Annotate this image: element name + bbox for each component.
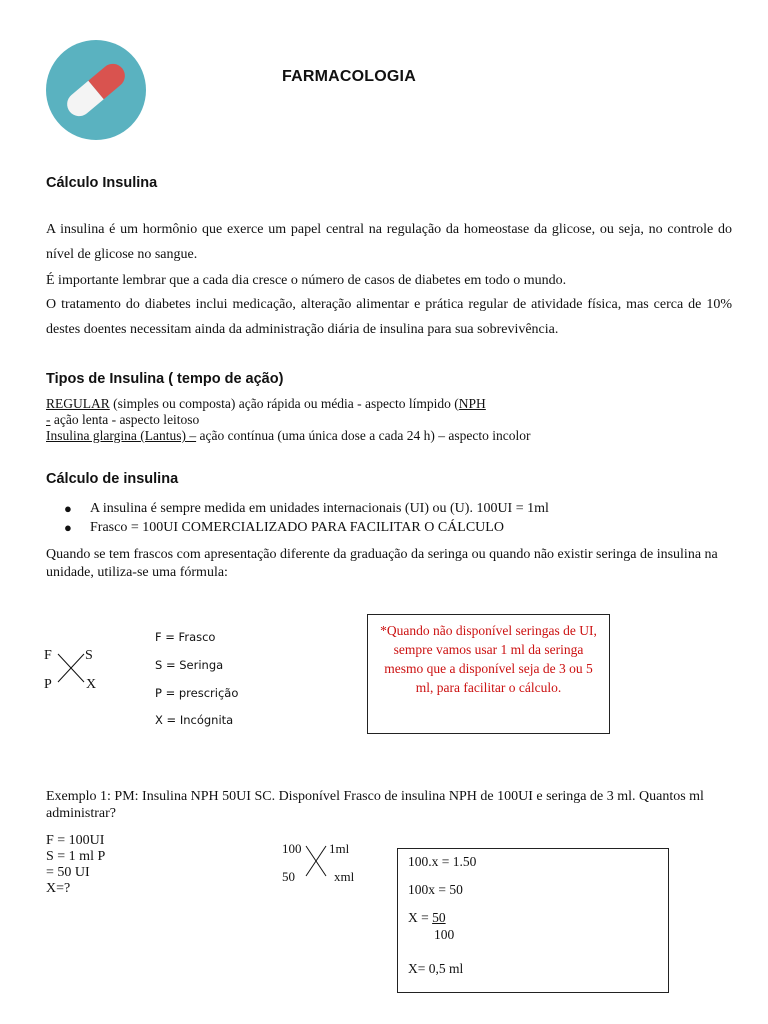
bullet-text: Frasco = 100UI COMERCIALIZADO PARA FACILITAR O CÁLCULO: [90, 520, 504, 535]
example-cross-diagram: [282, 840, 372, 890]
regular-text: (simples ou composta) ação rápida ou média - aspecto límpido (: [109, 396, 459, 411]
nph-dash: -: [46, 412, 51, 427]
bullet-text: A insulina é sempre medida em unidades internacionais (UI) ou (U). 100UI = 1ml: [90, 501, 549, 516]
cross-top-right: 1ml: [329, 841, 350, 856]
section-heading-calculo-insulina: Cálculo Insulina: [46, 175, 158, 191]
cross-x-label: X: [86, 677, 97, 692]
document-title: FARMACOLOGIA: [282, 68, 416, 85]
list-item: [64, 499, 549, 518]
bullet-list: [64, 499, 549, 537]
insulin-types-list: [46, 396, 732, 444]
cross-f-label: F: [44, 648, 52, 663]
legend-prescricao: P = prescrição: [155, 686, 239, 700]
cross-lines-icon: [304, 844, 328, 878]
intro-paragraph: A insulina é um hormônio que exerce um papel central na regulação da homeostase da glicose, ou seja, no controle do nível de glicose no sangue.: [46, 222, 732, 262]
glargina-label: Insulina glargina (Lantus) –: [46, 428, 197, 443]
value-line: S = 1 ml P: [46, 849, 106, 864]
calc-line: 100x = 50: [408, 882, 463, 897]
section-heading-calculo-de-insulina: Cálculo de insulina: [46, 471, 179, 487]
nph-text: ação lenta - aspecto leitoso: [50, 412, 200, 427]
cross-lines-icon: [56, 652, 86, 684]
pill-capsule-icon: [46, 40, 146, 140]
bullet-icon: ●: [64, 520, 72, 535]
legend-frasco: F = Frasco: [155, 630, 216, 644]
nph-label: NPH: [458, 396, 486, 411]
cross-p-label: P: [44, 677, 52, 692]
section-heading-tipos: Tipos de Insulina ( tempo de ação): [46, 371, 284, 387]
example-statement: Exemplo 1: PM: Insulina NPH 50UI SC. Disponível Frasco de insulina NPH de 100UI e seringa de 3 ml. Quantos ml administrar?: [46, 789, 704, 821]
formula-intro-paragraph: Quando se tem frascos com apresentação diferente da graduação da seringa ou quando não existir seringa de insulina na unidade, utiliza-se uma fórmula:: [46, 547, 718, 580]
list-item: [64, 518, 549, 537]
cross-multiplication-diagram: [44, 646, 104, 696]
value-line: = 50 UI: [46, 865, 90, 880]
calc-prefix: X =: [408, 910, 433, 925]
calculation-box: [397, 848, 669, 993]
cross-top-left: 100: [282, 841, 302, 856]
calc-numerator: 50: [432, 910, 446, 925]
treatment-paragraph: O tratamento do diabetes inclui medicação, alteração alimentar e prática regular de atividade física, mas cerca de 10% destes doentes necessitam ainda da administração diária de insulina para sua sobrevivência.: [46, 297, 732, 337]
important-paragraph: É importante lembrar que a cada dia cresce o número de casos de diabetes em todo o mundo.: [46, 273, 567, 288]
bullet-icon: ●: [64, 501, 72, 516]
legend-seringa: S = Seringa: [155, 658, 224, 672]
example-values: [46, 833, 105, 897]
value-line: X=?: [46, 881, 71, 896]
calc-denominator: 100: [434, 927, 455, 942]
calc-line: 100.x = 1.50: [408, 854, 477, 869]
regular-label: REGULAR: [46, 396, 110, 411]
cross-s-label: S: [85, 648, 93, 663]
calc-line: [408, 910, 446, 926]
type-regular-line: [46, 396, 732, 412]
cross-bottom-left: 50: [282, 869, 295, 884]
type-glargina-line: [46, 428, 732, 444]
glargina-text: ação contínua (uma única dose a cada 24 h) – aspecto incolor: [196, 428, 531, 443]
note-box: *Quando não disponível seringas de UI, sempre vamos usar 1 ml da seringa mesmo que a disponível seja de 3 ou 5 ml, para facilitar o cálculo.: [367, 614, 610, 734]
value-line: F = 100UI: [46, 833, 105, 848]
type-nph-line: [46, 412, 732, 428]
calc-result: X= 0,5 ml: [408, 961, 464, 976]
legend-incognita: X = Incógnita: [155, 713, 234, 727]
cross-bottom-right: xml: [334, 869, 355, 884]
